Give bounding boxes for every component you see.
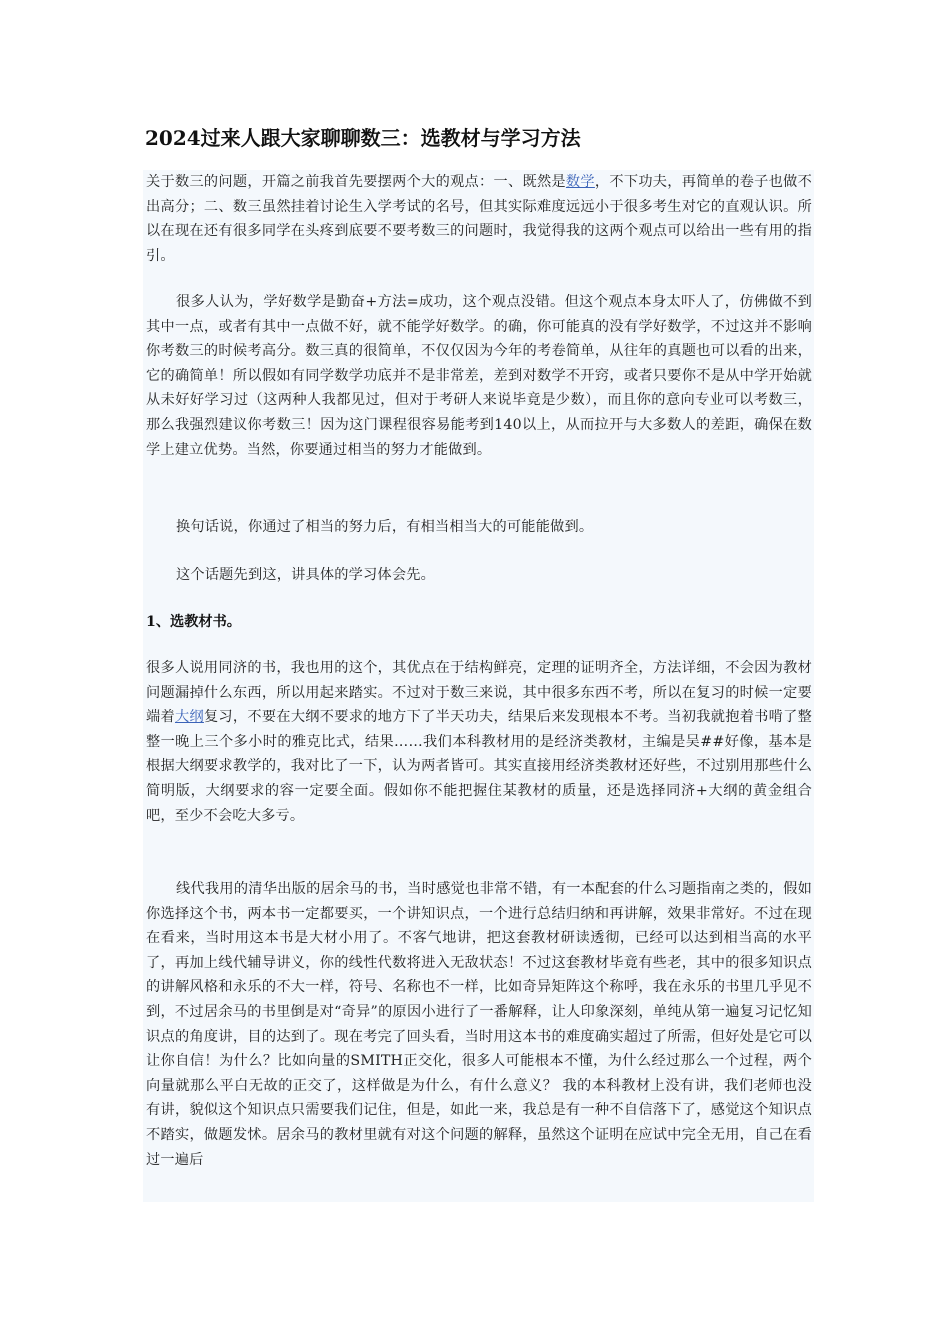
para5-text-after: 复习，不要在大纲不要求的地方下了半天功夫，结果后来发现根本不考。当初我就抱着书啃了整整一晚上三个多小时的雅克比式，结果……我们本科教材用的是经济类教材，主编是吴##好像，基本是根据大纲要求教学的，我对比了一下，认为两者皆可。其实直接用经济类教材还好些，不过别用那些什么简明版，大纲要求的容一定要全面。假如你不能把握住某教材的质量，还是选择同济+大纲的黄金组合吧，至少不会吃大多亏。 — [146, 709, 813, 824]
document-title: 2024过来人跟大家聊聊数三：选教材与学习方法 — [145, 126, 581, 150]
intro-text-before: 关于数三的问题，开篇之前我首先要摆两个大的观点：一、既然是 — [146, 174, 566, 190]
paragraph-3: 换句话说，你通过了相当的努力后，有相当相当大的可能能做到。 — [176, 519, 594, 535]
syllabus-link[interactable]: 大纲 — [174, 709, 204, 726]
paragraph-5 — [146, 656, 812, 828]
intro-text-after: ，不下功夫，再简单的卷子也做不出高分；二、数三虽然挂着讨论生入学考试的名号，但其实际难度远远小于很多考生对它的直观认识。所以在现在还有很多同学在头疼到底要不要考数三的问题时，我觉得我的这两个观点可以给出一些有用的指引。 — [146, 174, 812, 264]
para5-text-before: 很多人说用同济的书，我也用的这个，其优点在于结构鲜亮，定理的证明齐全，方法详细，不会因为教材问题漏掉什么东西，所以用起来踏实。不过对于数三来说，其中很多东西不考，所以在复习的时候一定要端着 — [146, 660, 812, 726]
paragraph-2: 很多人认为，学好数学是勤奋+方法=成功，这个观点没错。但这个观点本身太吓人了，仿佛做不到其中一点，或者有其中一点做不好，就不能学好数学。的确，你可能真的没有学好数学，不过这并不影响你考数三的时候考高分。数三真的很简单，不仅仅因为今年的考卷简单，从往年的真题也可以看的出来，它的确简单！所以假如有同学数学功底并不是非常差，差到对数学不开窍，或者只要你不是从中学开始就从未好好学习过（这两种人我都见过，但对于考研人来说毕竟是少数），而且你的意向专业可以考数三，那么我强烈建议你考数三！因为这门课程很容易能考到140以上，从而拉开与大多数人的差距，确保在数学上建立优势。当然，你要通过相当的努力才能做到。 — [146, 294, 812, 458]
article-body — [143, 170, 814, 1202]
section-heading-textbooks: 1、选教材书。 — [146, 614, 241, 630]
intro-paragraph — [146, 170, 812, 268]
paragraph-4: 这个话题先到这，讲具体的学习体会先。 — [176, 567, 435, 583]
paragraph-6: 线代我用的清华出版的居余马的书，当时感觉也非常不错，有一本配套的什么习题指南之类的，假如你选择这个书，两本书一定都要买，一个讲知识点，一个进行总结归纳和再讲解，效果非常好。不过在现在看来，当时用这本书是大材小用了。不客气地讲，把这套教材研读透彻，已经可以达到相当高的水平了，再加上线代辅导讲义，你的线性代数将进入无敌状态！不过这套教材毕竟有些老，其中的很多知识点的讲解风格和永乐的不大一样，符号、名称也不一样，比如奇异矩阵这个称呼，我在永乐的书里几乎见不到，不过居余马的书里倒是对“奇异”的原因小进行了一番解释，让人印象深刻，单纯从第一遍复习记忆知识点的角度讲，目的达到了。现在考完了回头看，当时用这本书的难度确实超过了所需，但好处是它可以让你自信！为什么？比如向量的SMITH正交化，很多人可能根本不懂，为什么经过那么一个过程，两个向量就那么平白无故的正交了，这样做是为什么，有什么意义？ 我的本科教材上没有讲，我们老师也没有讲，貌似这个知识点只需要我们记住，但是，如此一来，我总是有一种不自信落下了，感觉这个知识点不踏实，做题发怵。居余马的教材里就有对这个问题的解释，虽然这个证明在应试中完全无用，自己在看过一遍后 — [146, 881, 812, 1168]
math-link[interactable]: 数学 — [565, 174, 595, 190]
